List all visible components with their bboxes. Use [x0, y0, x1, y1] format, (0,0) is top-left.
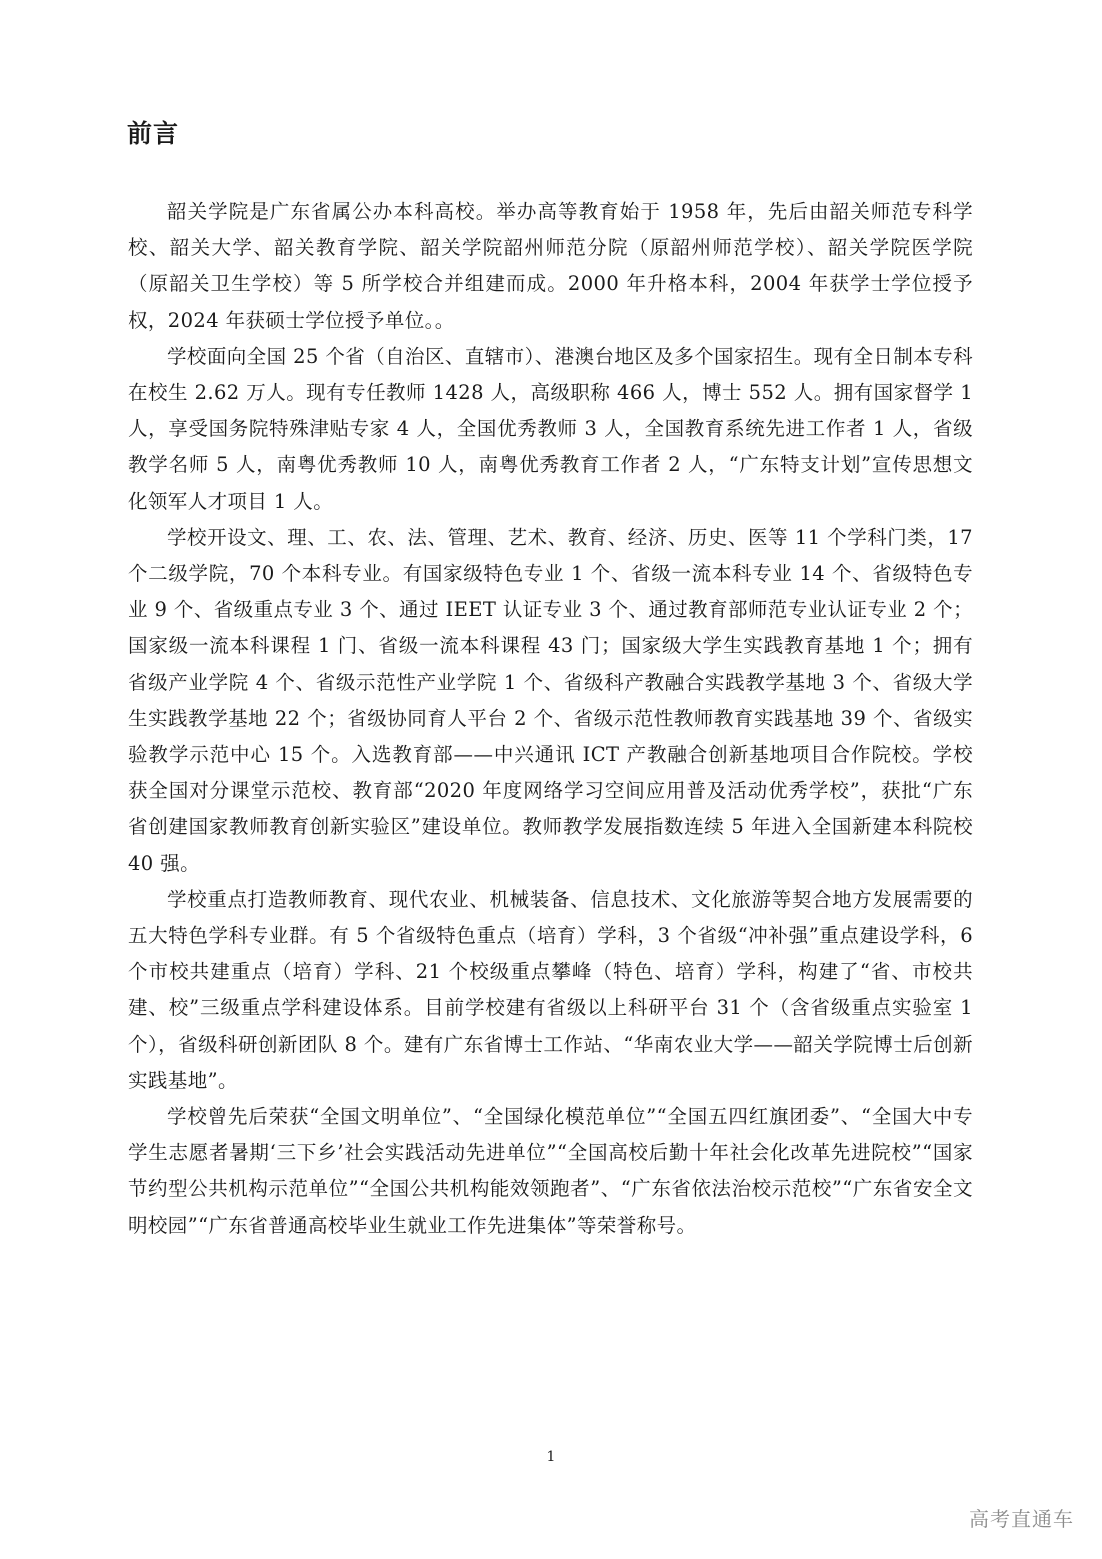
- paragraph-enrollment-faculty: 学校面向全国 25 个省（自治区、直辖市）、港澳台地区及多个国家招生。现有全日制本专科在校生 2.62 万人。现有专任教师 1428 人，高级职称 466 人，博士 552 人。拥有国家督学 1 人，享受国务院特殊津贴专家 4 人，全国优秀教师 3 人，全国教育系统先进工作者 1 人，省级教学名师 5 人，南粤优秀教师 10 人，南粤优秀教育工作者 2 人，“广东特支计划”宣传思想文化领军人才项目 1 人。: [128, 344, 973, 513]
- paragraph-disciplines-majors: 学校开设文、理、工、农、法、管理、艺术、教育、经济、历史、医等 11 个学科门类，17 个二级学院，70 个本科专业。有国家级特色专业 1 个、省级一流本科专业 14 个、省级特色专业 9 个、省级重点专业 3 个、通过 IEET 认证专业 3 个、通过教育部师范专业认证专业 2 个；国家级一流本科课程 1 门、省级一流本科课程 43 门；国家级大学生实践教育基地 1 个；拥有省级产业学院 4 个、省级示范性产业学院 1 个、省级科产教融合实践教学基地 3 个、省级大学生实践教学基地 22 个；省级协同育人平台 2 个、省级示范性教师教育实践基地 39 个、省级实验教学示范中心 15 个。入选教育部——中兴通讯 ICT 产教融合创新基地项目合作院校。学校获全国对分课堂示范校、教育部“2020 年度网络学习空间应用普及活动优秀学校”，获批“广东省创建国家教师教育创新实验区”建设单位。教师教学发展指数连续 5 年进入全国新建本科院校 40 强。: [128, 525, 973, 875]
- page-number: 1: [546, 1449, 556, 1465]
- paragraph-honors: 学校曾先后荣获“全国文明单位”、“全国绿化模范单位”“全国五四红旗团委”、“全国大中专学生志愿者暑期‘三下乡’社会实践活动先进单位”“全国高校后勤十年社会化改革先进院校”“国家节约型公共机构示范单位”“全国公共机构能效领跑者”、“广东省依法治校示范校”“广东省安全文明校园”“广东省普通高校毕业生就业工作先进集体”等荣誉称号。: [128, 1105, 973, 1237]
- page-title: 前言: [127, 119, 180, 148]
- watermark-text: 高考直通车: [969, 1507, 1074, 1531]
- body-text: [128, 194, 973, 1244]
- paragraph-intro: 韶关学院是广东省属公办本科高校。举办高等教育始于 1958 年，先后由韶关师范专科学校、韶关大学、韶关教育学院、韶关学院韶州师范分院（原韶州师范学校）、韶关学院医学院（原韶关卫生学校）等 5 所学校合并组建而成。2000 年升格本科，2004 年获学士学位授予权，2024 年获硕士学位授予单位。。: [128, 200, 973, 332]
- paragraph-key-disciplines: 学校重点打造教师教育、现代农业、机械装备、信息技术、文化旅游等契合地方发展需要的五大特色学科专业群。有 5 个省级特色重点（培育）学科，3 个省级“冲补强”重点建设学科，6 个市校共建重点（培育）学科、21 个校级重点攀峰（特色、培育）学科，构建了“省、市校共建、校”三级重点学科建设体系。目前学校建有省级以上科研平台 31 个（含省级重点实验室 1 个），省级科研创新团队 8 个。建有广东省博士工作站、“华南农业大学——韶关学院博士后创新实践基地”。: [128, 887, 973, 1092]
